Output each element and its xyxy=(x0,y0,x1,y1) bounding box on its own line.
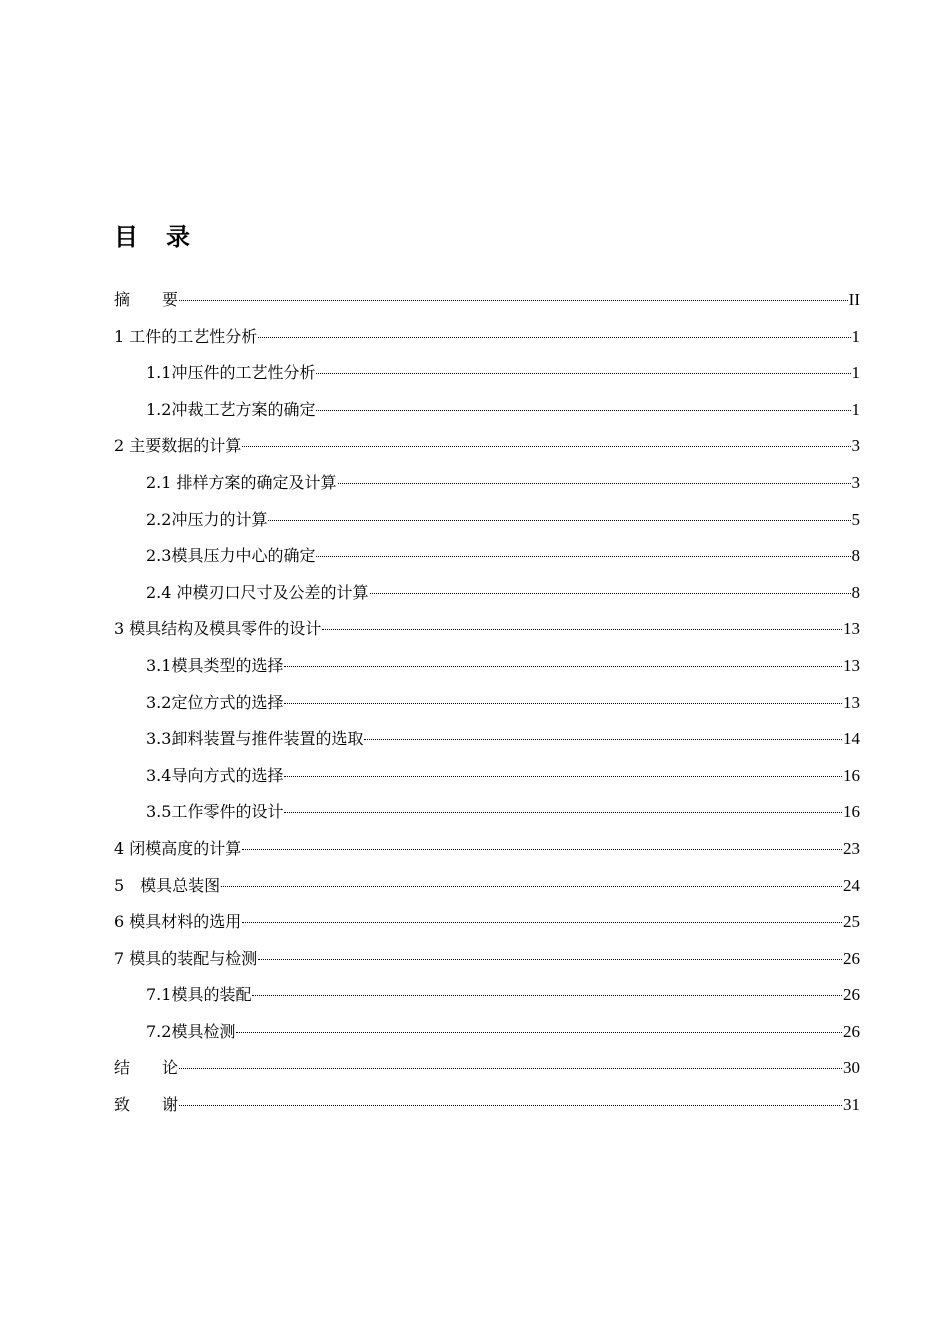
toc-entry-label: 7.1模具的装配 xyxy=(146,985,252,1005)
toc-entry-page-number: 16 xyxy=(843,802,860,822)
toc-entry[interactable] xyxy=(114,758,860,795)
toc-entry-label: 3.5工作零件的设计 xyxy=(146,802,284,822)
toc-entry[interactable] xyxy=(114,648,860,685)
toc-entry-page-number: 5 xyxy=(851,509,860,529)
toc-dot-leader xyxy=(284,812,842,813)
toc-entry[interactable] xyxy=(114,794,860,831)
toc-dot-leader xyxy=(316,556,850,557)
toc-entry-page-number: 8 xyxy=(851,582,860,602)
toc-entry[interactable] xyxy=(114,685,860,722)
toc-dot-leader xyxy=(370,593,851,594)
toc-entry[interactable] xyxy=(114,465,860,502)
toc-dot-leader xyxy=(316,373,850,374)
toc-dot-leader xyxy=(242,849,842,850)
toc-entry-label: 3 模具结构及模具零件的设计 xyxy=(114,619,322,639)
toc-entry-page-number: 23 xyxy=(843,838,860,858)
toc-entry-label: 7 模具的装配与检测 xyxy=(114,948,258,968)
toc-entry-label: 6 模具材料的选用 xyxy=(114,912,242,932)
toc-dot-leader xyxy=(258,337,850,338)
toc-dot-leader xyxy=(268,520,850,521)
toc-entry-label: 1.2冲裁工艺方案的确定 xyxy=(146,399,316,419)
toc-entry-page-number: 16 xyxy=(843,765,860,785)
toc-entry[interactable] xyxy=(114,428,860,465)
toc-entry-page-number: 25 xyxy=(843,912,860,932)
toc-entry-label: 3.4导向方式的选择 xyxy=(146,765,284,785)
toc-entry-label: 3.2定位方式的选择 xyxy=(146,692,284,712)
toc-entry-label: 3.3卸料装置与推件装置的选取 xyxy=(146,729,364,749)
toc-entry[interactable] xyxy=(114,319,860,356)
toc-entry-page-number: 26 xyxy=(843,985,860,1005)
toc-entry[interactable] xyxy=(114,1014,860,1051)
toc-entry-label: 2.2冲压力的计算 xyxy=(146,509,268,529)
toc-entry-page-number: 1 xyxy=(851,363,860,383)
toc-dot-leader xyxy=(338,483,851,484)
toc-entry-label: 1.1冲压件的工艺性分析 xyxy=(146,363,316,383)
toc-dot-leader xyxy=(221,886,842,887)
toc-dot-leader xyxy=(284,666,842,667)
toc-entry[interactable] xyxy=(114,977,860,1014)
toc-entry[interactable] xyxy=(114,392,860,429)
toc-entry-page-number: 13 xyxy=(843,692,860,712)
toc-entry-page-number: 1 xyxy=(851,326,860,346)
toc-entry[interactable] xyxy=(114,538,860,575)
toc-entry[interactable] xyxy=(114,1050,860,1087)
toc-entry-page-number: 1 xyxy=(851,399,860,419)
toc-entry-page-number: 14 xyxy=(843,729,860,749)
toc-dot-leader xyxy=(284,776,842,777)
toc-entry[interactable] xyxy=(114,721,860,758)
toc-entry-label: 1 工件的工艺性分析 xyxy=(114,326,258,346)
toc-entry-label: 7.2模具检测 xyxy=(146,1021,236,1041)
toc-entry[interactable] xyxy=(114,941,860,978)
toc-entry[interactable] xyxy=(114,868,860,905)
toc-dot-leader xyxy=(364,739,842,740)
toc-entry-page-number: II xyxy=(848,290,860,309)
toc-entry-page-number: 26 xyxy=(843,1021,860,1041)
toc-dot-leader xyxy=(179,300,848,301)
toc-entry-label: 4 闭模高度的计算 xyxy=(114,838,242,858)
toc-entry-page-number: 24 xyxy=(843,875,860,895)
toc-list xyxy=(114,282,860,1124)
toc-entry-page-number: 31 xyxy=(843,1095,860,1115)
toc-dot-leader xyxy=(242,922,842,923)
toc-entry-page-number: 3 xyxy=(851,472,860,492)
toc-entry[interactable] xyxy=(114,831,860,868)
toc-dot-leader xyxy=(242,446,850,447)
toc-entry-page-number: 30 xyxy=(843,1058,860,1078)
toc-entry-label: 致 谢 xyxy=(114,1095,179,1115)
toc-entry-page-number: 26 xyxy=(843,948,860,968)
toc-entry[interactable] xyxy=(114,502,860,539)
toc-dot-leader xyxy=(258,959,842,960)
toc-dot-leader xyxy=(179,1105,842,1106)
toc-entry-page-number: 3 xyxy=(851,436,860,456)
toc-entry-page-number: 13 xyxy=(843,655,860,675)
toc-entry[interactable] xyxy=(114,575,860,612)
toc-entry[interactable] xyxy=(114,282,860,319)
toc-dot-leader xyxy=(252,995,842,996)
toc-entry[interactable] xyxy=(114,1087,860,1124)
toc-entry-label: 5 模具总装图 xyxy=(114,875,221,895)
toc-entry[interactable] xyxy=(114,904,860,941)
toc-title: 目 录 xyxy=(114,223,192,251)
toc-entry-label: 2 主要数据的计算 xyxy=(114,436,242,456)
toc-dot-leader xyxy=(322,629,842,630)
toc-dot-leader xyxy=(284,703,842,704)
toc-entry-label: 2.3模具压力中心的确定 xyxy=(146,546,316,566)
toc-entry[interactable] xyxy=(114,611,860,648)
toc-entry-label: 结 论 xyxy=(114,1058,179,1078)
toc-entry[interactable] xyxy=(114,355,860,392)
toc-dot-leader xyxy=(236,1032,842,1033)
toc-entry-page-number: 8 xyxy=(851,546,860,566)
toc-dot-leader xyxy=(179,1068,842,1069)
toc-entry-label: 2.1 排样方案的确定及计算 xyxy=(146,472,337,492)
toc-entry-label: 摘 要 xyxy=(114,290,179,309)
toc-entry-label: 3.1模具类型的选择 xyxy=(146,655,284,675)
toc-dot-leader xyxy=(316,410,850,411)
toc-entry-page-number: 13 xyxy=(843,619,860,639)
toc-entry-label: 2.4 冲模刃口尺寸及公差的计算 xyxy=(146,582,369,602)
